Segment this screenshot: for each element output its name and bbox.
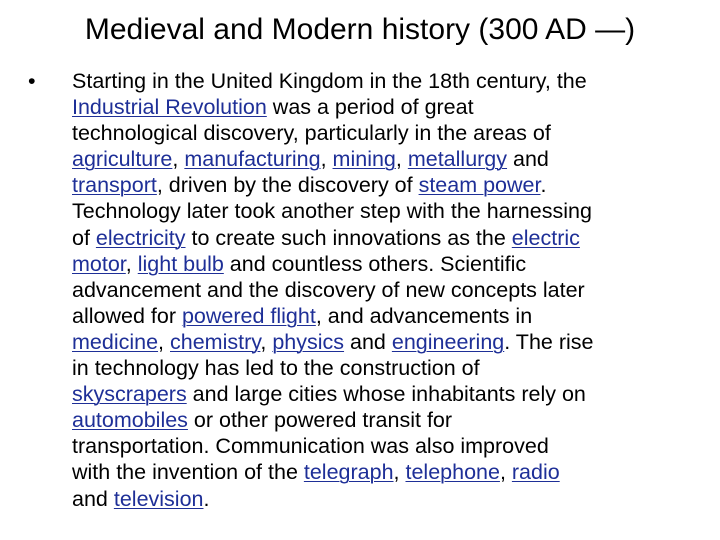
paragraph-line: [72, 459, 696, 485]
paragraph-line: [72, 303, 696, 329]
link-steam-power[interactable]: steam power: [418, 173, 541, 198]
paragraph-text: Technology later took another step with the harnessing: [72, 199, 592, 224]
link-manufacturing[interactable]: manufacturing: [184, 147, 321, 172]
paragraph-line: [72, 433, 696, 459]
paragraph-text: ,: [395, 147, 408, 172]
paragraph-line: [72, 486, 696, 512]
link-powered-flight[interactable]: powered flight: [181, 303, 316, 328]
paragraph-line: [72, 94, 696, 120]
paragraph-text: .: [540, 173, 547, 198]
paragraph-line: [72, 198, 696, 224]
paragraph-text: and countless others. Scientific: [223, 251, 527, 276]
link-light-bulb[interactable]: light bulb: [137, 251, 224, 276]
link-electricity[interactable]: electricity: [95, 225, 186, 250]
link-chemistry[interactable]: chemistry: [170, 329, 261, 354]
paragraph-text: or other powered transit for: [187, 408, 453, 433]
paragraph-text: ,: [499, 460, 512, 485]
bullet-paragraph: [72, 68, 696, 512]
paragraph-text: ,: [320, 147, 333, 172]
paragraph-text: of: [72, 225, 96, 250]
paragraph-line: [72, 68, 696, 94]
paragraph-text: with the invention of the: [72, 460, 304, 485]
paragraph-text: .: [203, 486, 210, 511]
paragraph-text: in technology has led to the construction of: [72, 356, 480, 381]
link-industrial-revolution[interactable]: Industrial Revolution: [72, 95, 267, 120]
paragraph-line: [72, 407, 696, 433]
bullet-item: [28, 68, 696, 512]
paragraph-line: [72, 120, 696, 146]
paragraph-text: advancement and the discovery of new concepts later: [72, 277, 585, 302]
paragraph-text: ,: [260, 329, 273, 354]
paragraph-line: [72, 277, 696, 303]
paragraph-line: [72, 172, 696, 198]
link-motor[interactable]: motor: [72, 251, 126, 276]
paragraph-line: [72, 355, 696, 381]
link-skyscrapers[interactable]: skyscrapers: [72, 382, 187, 407]
paragraph-text: ,: [393, 460, 406, 485]
link-telegraph[interactable]: telegraph: [303, 460, 394, 485]
link-mining[interactable]: mining: [332, 147, 396, 172]
link-radio[interactable]: radio: [511, 460, 560, 485]
paragraph-line: [72, 381, 696, 407]
paragraph-text: ,: [172, 147, 185, 172]
paragraph-text: Starting in the United Kingdom in the 18th century, the: [72, 69, 587, 93]
paragraph-text: and: [72, 486, 114, 511]
paragraph-text: was a period of great: [266, 95, 474, 120]
paragraph-text: ,: [125, 251, 138, 276]
slide-title: Medieval and Modern history (300 AD —): [84, 13, 636, 46]
paragraph-text: transportation. Communication was also improved: [72, 434, 549, 459]
paragraph-text: technological discovery, particularly in the areas of: [72, 121, 551, 146]
link-transport[interactable]: transport: [72, 173, 157, 198]
link-agriculture[interactable]: agriculture: [72, 147, 173, 172]
paragraph-text: allowed for: [72, 303, 182, 328]
link-telephone[interactable]: telephone: [405, 460, 500, 485]
paragraph-text: , driven by the discovery of: [156, 173, 419, 198]
link-television[interactable]: television: [113, 486, 204, 511]
link-metallurgy[interactable]: metallurgy: [407, 147, 508, 172]
link-electric[interactable]: electric: [511, 225, 580, 250]
paragraph-text: and large cities whose inhabitants rely on: [186, 382, 586, 407]
slide-body: [28, 68, 696, 512]
paragraph-line: [72, 225, 696, 251]
paragraph-text: . The rise: [504, 329, 594, 354]
paragraph-line: [72, 251, 696, 277]
bullet-marker: •: [28, 69, 36, 93]
paragraph-text: and: [507, 147, 549, 172]
paragraph-text: to create such innovations as the: [185, 225, 512, 250]
paragraph-text: and: [344, 329, 392, 354]
link-medicine[interactable]: medicine: [72, 329, 159, 354]
link-physics[interactable]: physics: [272, 329, 345, 354]
link-automobiles[interactable]: automobiles: [72, 408, 188, 433]
paragraph-line: [72, 329, 696, 355]
paragraph-line: [72, 146, 696, 172]
paragraph-text: ,: [158, 329, 170, 354]
paragraph-text: , and advancements in: [315, 303, 533, 328]
link-engineering[interactable]: engineering: [391, 329, 505, 354]
